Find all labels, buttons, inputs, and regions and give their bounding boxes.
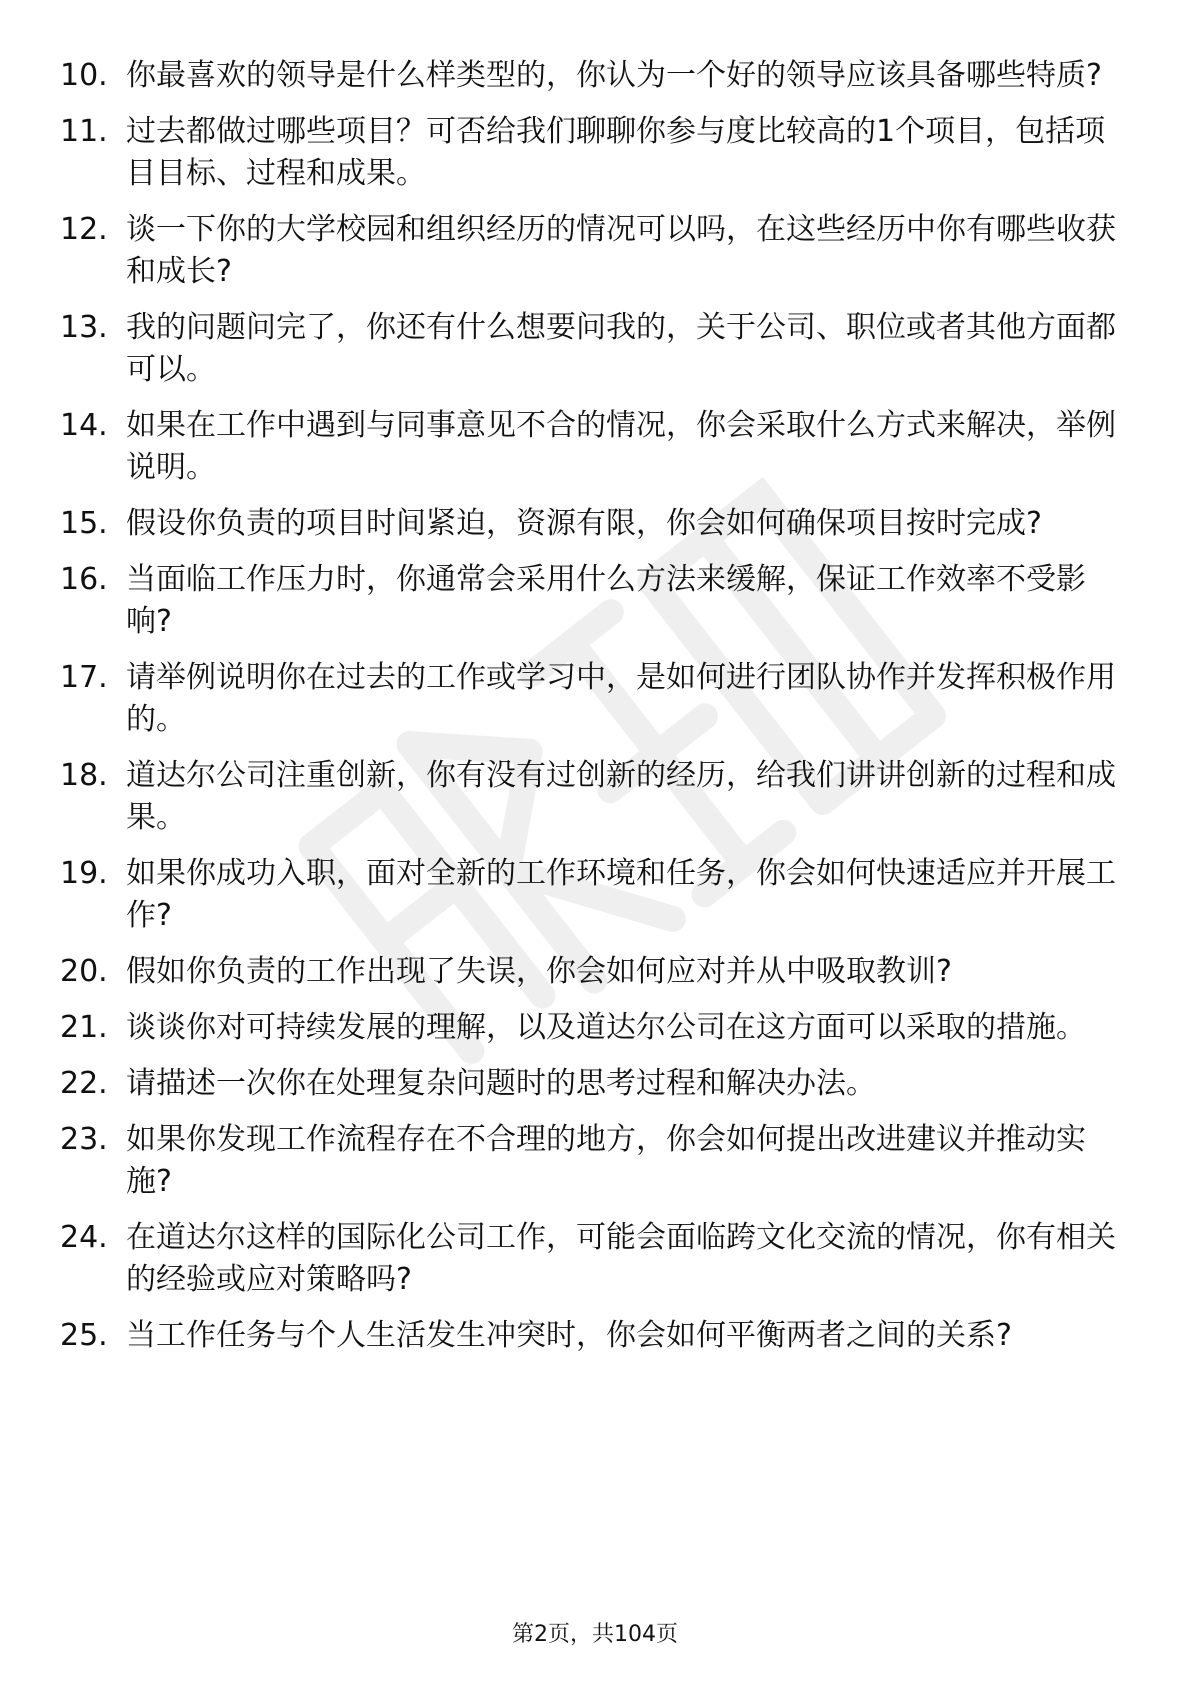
question-number: 25. — [60, 1318, 108, 1353]
question-item — [60, 1119, 1120, 1203]
question-number: 17. — [60, 660, 108, 695]
question-text: 道达尔公司注重创新，你有没有过创新的经历，给我们讲讲创新的过程和成果。 — [126, 758, 1116, 835]
question-number: 24. — [60, 1220, 108, 1255]
page-number-label: 第2页，共104页 — [512, 1622, 678, 1647]
question-item — [60, 209, 1120, 293]
question-text: 请描述一次你在处理复杂问题时的思考过程和解决办法。 — [126, 1066, 876, 1101]
question-number: 12. — [60, 212, 108, 247]
question-text: 假如你负责的工作出现了失误，你会如何应对并从中吸取教训? — [126, 954, 952, 989]
question-number: 19. — [60, 856, 108, 891]
question-item — [60, 853, 1120, 937]
question-text: 当工作任务与个人生活发生冲突时，你会如何平衡两者之间的关系? — [126, 1318, 1012, 1353]
question-item — [60, 559, 1120, 643]
question-number: 22. — [60, 1066, 108, 1101]
question-item — [60, 755, 1120, 839]
question-number: 14. — [60, 408, 108, 443]
question-item — [60, 951, 1120, 993]
question-text: 假设你负责的项目时间紧迫，资源有限，你会如何确保项目按时完成? — [126, 506, 1042, 541]
question-text: 如果你发现工作流程存在不合理的地方，你会如何提出改进建议并推动实施? — [126, 1122, 1086, 1199]
question-text: 在道达尔这样的国际化公司工作，可能会面临跨文化交流的情况，你有相关的经验或应对策略吗? — [126, 1220, 1116, 1297]
question-item — [60, 1217, 1120, 1301]
question-number: 16. — [60, 562, 108, 597]
question-text: 当面临工作压力时，你通常会采用什么方法来缓解，保证工作效率不受影响? — [126, 562, 1086, 639]
question-text: 我的问题问完了，你还有什么想要问我的，关于公司、职位或者其他方面都可以。 — [126, 310, 1116, 387]
question-text: 如果在工作中遇到与同事意见不合的情况，你会采取什么方式来解决，举例说明。 — [126, 408, 1116, 485]
question-list — [60, 55, 1120, 1371]
question-item — [60, 405, 1120, 489]
question-item — [60, 503, 1120, 545]
question-number: 21. — [60, 1010, 108, 1045]
question-item — [60, 1063, 1120, 1105]
question-item — [60, 111, 1120, 195]
question-number: 11. — [60, 114, 108, 149]
question-text: 你最喜欢的领导是什么样类型的，你认为一个好的领导应该具备哪些特质? — [126, 58, 1102, 93]
question-number: 18. — [60, 758, 108, 793]
question-item — [60, 307, 1120, 391]
question-item — [60, 1315, 1120, 1357]
question-item — [60, 55, 1120, 97]
question-text: 谈一下你的大学校园和组织经历的情况可以吗，在这些经历中你有哪些收获和成长? — [126, 212, 1116, 289]
question-text: 过去都做过哪些项目？可否给我们聊聊你参与度比较高的1个项目，包括项目目标、过程和成果。 — [126, 114, 1106, 191]
page-footer — [0, 1620, 1190, 1650]
question-item — [60, 657, 1120, 741]
question-number: 10. — [60, 58, 108, 93]
question-number: 13. — [60, 310, 108, 345]
question-text: 如果你成功入职，面对全新的工作环境和任务，你会如何快速适应并开展工作? — [126, 856, 1116, 933]
question-number: 15. — [60, 506, 108, 541]
question-item — [60, 1007, 1120, 1049]
question-text: 请举例说明你在过去的工作或学习中，是如何进行团队协作并发挥积极作用的。 — [126, 660, 1116, 737]
question-text: 谈谈你对可持续发展的理解，以及道达尔公司在这方面可以采取的措施。 — [126, 1010, 1086, 1045]
question-number: 20. — [60, 954, 108, 989]
question-number: 23. — [60, 1122, 108, 1157]
